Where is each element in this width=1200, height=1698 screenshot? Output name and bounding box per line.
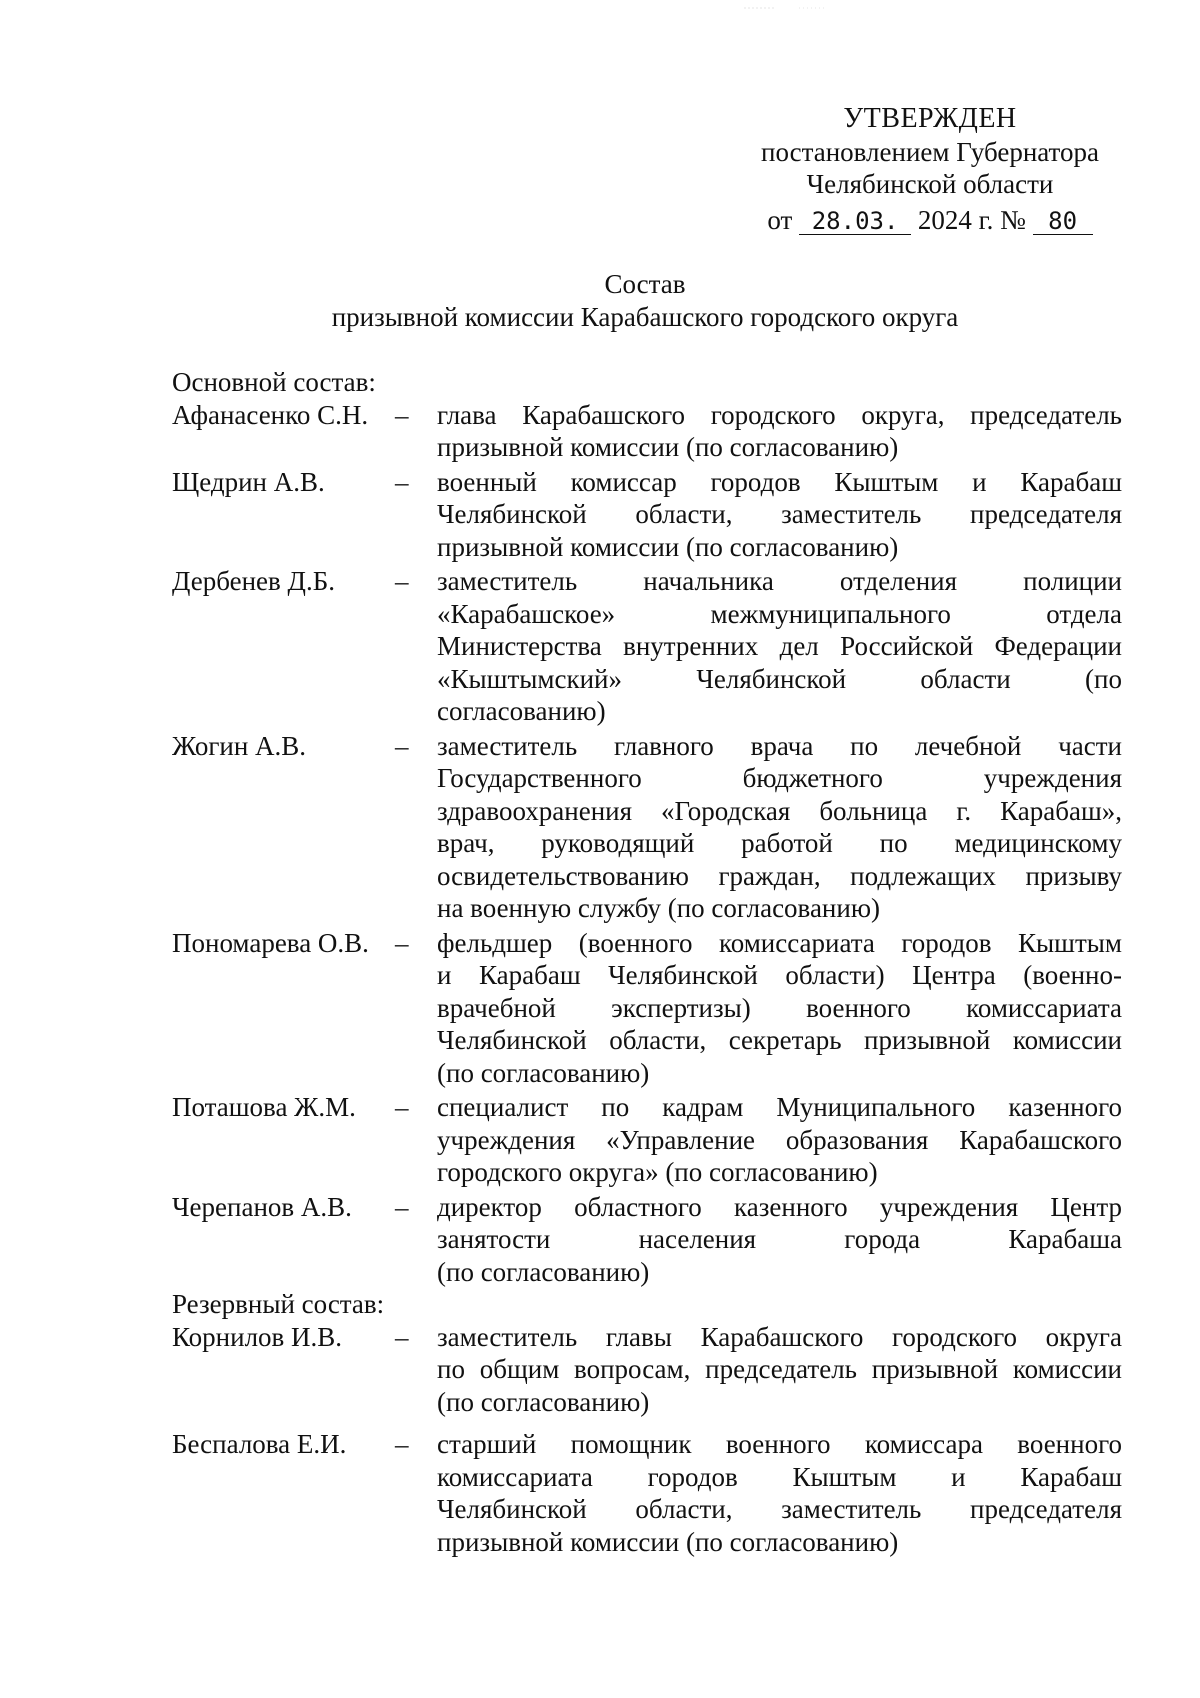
member-description bbox=[437, 1428, 1122, 1558]
description-line: Государственного бюджетного учреждения bbox=[437, 763, 1122, 793]
member-row bbox=[172, 1191, 1122, 1289]
description-line: и Карабаш Челябинской области) Центра (военно- bbox=[437, 960, 1122, 990]
description-line: городского округа» (по согласованию) bbox=[437, 1157, 878, 1187]
member-name: Пономарева О.В. bbox=[172, 927, 369, 958]
main-composition-label: Основной состав: bbox=[172, 367, 376, 397]
reserve-members-list bbox=[172, 1321, 1122, 1559]
main-members-list bbox=[172, 399, 1122, 1289]
description-line: «Кыштымский» Челябинской области (по bbox=[437, 663, 1122, 694]
member-row bbox=[172, 466, 1122, 564]
member-name: Поташова Ж.М. bbox=[172, 1092, 356, 1122]
description-line: «Карабашское» межмуниципального отдела bbox=[437, 598, 1122, 629]
member-dash: – bbox=[395, 466, 409, 497]
description-line: комиссариата городов Кыштым и Карабаш bbox=[437, 1461, 1122, 1492]
description-line: (по согласованию) bbox=[437, 1386, 650, 1417]
member-name: Щедрин А.В. bbox=[172, 466, 325, 497]
member-description bbox=[437, 927, 1122, 1090]
member-name: Дербенев Д.Б. bbox=[172, 566, 335, 596]
member-description bbox=[437, 466, 1122, 564]
description-line: заместитель главного врача по лечебной части bbox=[437, 730, 1122, 761]
date-value: 28.03. bbox=[799, 208, 911, 235]
approval-date-line bbox=[730, 204, 1130, 236]
description-line: фельдшер (военного комиссариата городов Кыштым bbox=[437, 927, 1122, 958]
member-row bbox=[172, 565, 1122, 728]
description-line: на военную службу (по согласованию) bbox=[437, 893, 880, 923]
member-name: Корнилов И.В. bbox=[172, 1321, 343, 1352]
date-prefix: от bbox=[767, 205, 793, 235]
member-name: Беспалова Е.И. bbox=[172, 1429, 347, 1459]
description-line: учреждения «Управление образования Карабашского bbox=[437, 1124, 1122, 1155]
description-line: врачебной экспертизы) военного комиссариата bbox=[437, 992, 1122, 1023]
member-dash: – bbox=[395, 1321, 409, 1352]
description-line: призывной комиссии (по согласованию) bbox=[437, 432, 899, 462]
heading-title: Состав bbox=[604, 269, 686, 299]
description-line: освидетельствованию граждан, подлежащих призыву bbox=[437, 860, 1122, 891]
member-description bbox=[437, 730, 1122, 925]
approval-title: УТВЕРЖДЕН bbox=[843, 103, 1017, 134]
member-description bbox=[437, 399, 1122, 464]
description-line: Челябинской области, заместитель председателя bbox=[437, 499, 1122, 529]
member-dash: – bbox=[395, 566, 409, 596]
member-description bbox=[437, 1091, 1122, 1189]
approval-line-2: Челябинской области bbox=[806, 169, 1054, 199]
description-line: Министерства внутренних дел Российской Федерации bbox=[437, 631, 1122, 661]
description-line: врач, руководящий работой по медицинскому bbox=[437, 828, 1122, 858]
description-line: призывной комиссии (по согласованию) bbox=[437, 1526, 899, 1557]
description-line: призывной комиссии (по согласованию) bbox=[437, 531, 899, 562]
member-dash: – bbox=[395, 730, 409, 761]
member-row bbox=[172, 1428, 1122, 1558]
description-line: заместитель главы Карабашского городского округа bbox=[437, 1321, 1122, 1352]
member-dash: – bbox=[395, 1429, 409, 1459]
member-description bbox=[437, 1321, 1122, 1419]
member-name: Афанасенко С.Н. bbox=[172, 399, 369, 430]
member-name: Черепанов А.В. bbox=[172, 1191, 352, 1222]
decree-number: 80 bbox=[1033, 208, 1093, 235]
description-line: здравоохранения «Городская больница г. Карабаш», bbox=[437, 795, 1122, 826]
year-text: 2024 г. № bbox=[917, 205, 1026, 235]
member-name: Жогин А.В. bbox=[172, 730, 307, 761]
description-line: (по согласованию) bbox=[437, 1256, 650, 1287]
row-gap bbox=[172, 1418, 1122, 1428]
document-heading bbox=[0, 268, 1200, 334]
description-line: согласованию) bbox=[437, 696, 606, 726]
member-dash: – bbox=[395, 1191, 409, 1222]
member-row bbox=[172, 1091, 1122, 1189]
heading-subtitle: призывной комиссии Карабашского городского округа bbox=[331, 302, 959, 332]
member-description bbox=[437, 1191, 1122, 1289]
approval-line-1: постановлением Губернатора bbox=[761, 137, 1099, 167]
member-dash: – bbox=[395, 1092, 409, 1122]
description-line: по общим вопросам, председатель призывной комиссии bbox=[437, 1354, 1122, 1384]
description-line: военный комиссар городов Кыштым и Карабаш bbox=[437, 466, 1122, 497]
description-line: старший помощник военного комиссара военного bbox=[437, 1429, 1122, 1459]
reserve-composition-label: Резервный состав: bbox=[172, 1289, 385, 1319]
member-dash: – bbox=[395, 399, 409, 430]
member-description bbox=[437, 565, 1122, 728]
description-line: Челябинской области, секретарь призывной комиссии bbox=[437, 1025, 1122, 1055]
commission-members bbox=[172, 366, 1122, 1558]
description-line: занятости населения города Карабаша bbox=[437, 1224, 1122, 1254]
description-line: специалист по кадрам Муниципального казенного bbox=[437, 1092, 1122, 1122]
member-row bbox=[172, 399, 1122, 464]
scan-artifact bbox=[744, 4, 854, 12]
description-line: глава Карабашского городского округа, председатель bbox=[437, 399, 1122, 430]
member-row bbox=[172, 1321, 1122, 1419]
description-line: директор областного казенного учреждения Центр bbox=[437, 1191, 1122, 1222]
member-row bbox=[172, 927, 1122, 1090]
member-dash: – bbox=[395, 927, 409, 958]
description-line: (по согласованию) bbox=[437, 1057, 650, 1088]
approval-stamp bbox=[730, 102, 1130, 236]
description-line: Челябинской области, заместитель председателя bbox=[437, 1494, 1122, 1524]
description-line: заместитель начальника отделения полиции bbox=[437, 566, 1122, 596]
member-row bbox=[172, 730, 1122, 925]
